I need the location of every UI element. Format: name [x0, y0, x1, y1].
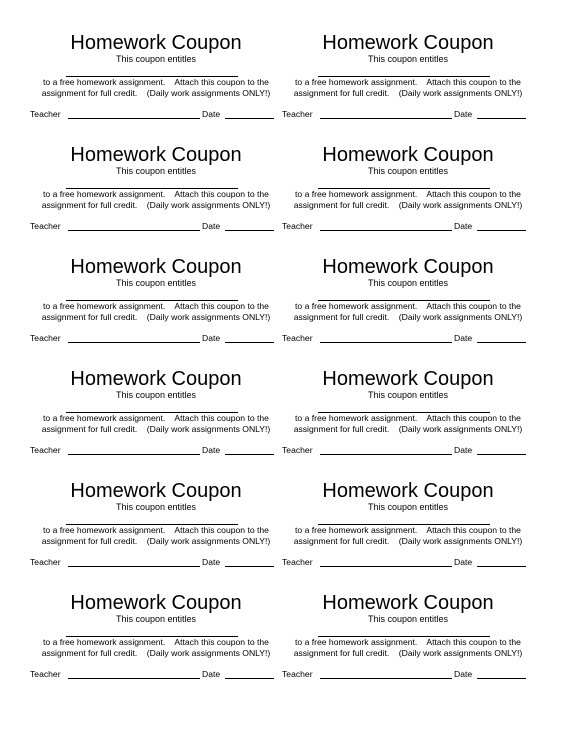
teacher-label: Teacher — [282, 557, 313, 567]
coupon-subtitle: This coupon entitles — [115, 278, 197, 288]
teacher-label: Teacher — [30, 557, 61, 567]
date-label: Date — [454, 557, 473, 567]
coupon-subtitle: This coupon entitles — [367, 502, 449, 512]
coupon-body — [282, 413, 534, 434]
date-line — [477, 454, 526, 455]
teacher-signature-line — [320, 454, 452, 455]
signature-row — [30, 669, 282, 681]
coupon-title: Homework Coupon — [70, 480, 242, 502]
date-line — [477, 678, 526, 679]
coupon-subtitle: This coupon entitles — [367, 166, 449, 176]
teacher-signature-line — [68, 454, 200, 455]
teacher-signature-line — [68, 678, 200, 679]
teacher-signature-line — [320, 678, 452, 679]
date-label: Date — [202, 221, 221, 231]
coupon — [30, 367, 282, 467]
coupon — [282, 367, 534, 467]
coupon-body — [30, 413, 282, 434]
teacher-label: Teacher — [30, 669, 61, 679]
coupon-body — [282, 637, 534, 658]
teacher-signature-line — [68, 566, 200, 567]
coupon-subtitle: This coupon entitles — [115, 390, 197, 400]
coupon — [282, 591, 534, 691]
coupon-body-line-2: assignment for full credit. (Daily work assignments ONLY!) — [41, 87, 271, 98]
signature-row — [282, 221, 534, 233]
date-line — [477, 118, 526, 119]
coupon — [30, 255, 282, 355]
signature-row — [30, 221, 282, 233]
coupon — [282, 31, 534, 131]
date-label: Date — [454, 221, 473, 231]
coupon-title: Homework Coupon — [322, 480, 494, 502]
date-label: Date — [202, 445, 221, 455]
coupon-body-line-1: to a free homework assignment. Attach this coupon to the — [295, 77, 521, 87]
signature-row — [30, 557, 282, 569]
signature-row — [282, 557, 534, 569]
date-label: Date — [454, 333, 473, 343]
coupon-body-line-2: assignment for full credit. (Daily work assignments ONLY!) — [41, 647, 271, 658]
signature-row — [282, 669, 534, 681]
signature-row — [282, 333, 534, 345]
coupon-title: Homework Coupon — [70, 592, 242, 614]
date-line — [225, 342, 274, 343]
coupon — [30, 591, 282, 691]
coupon-body — [30, 637, 282, 658]
coupon-title: Homework Coupon — [322, 256, 494, 278]
coupon — [30, 143, 282, 243]
coupon-body-line-1: to a free homework assignment. Attach this coupon to the — [295, 413, 521, 423]
coupon-title: Homework Coupon — [70, 368, 242, 390]
coupon-body-line-1: to a free homework assignment. Attach this coupon to the — [43, 301, 269, 311]
teacher-label: Teacher — [282, 445, 313, 455]
teacher-signature-line — [68, 230, 200, 231]
coupon-body — [282, 301, 534, 322]
coupon-body-line-2: assignment for full credit. (Daily work assignments ONLY!) — [41, 311, 271, 322]
coupon-body-line-1: to a free homework assignment. Attach this coupon to the — [295, 637, 521, 647]
teacher-label: Teacher — [30, 445, 61, 455]
teacher-signature-line — [68, 342, 200, 343]
coupon-body-line-1: to a free homework assignment. Attach this coupon to the — [295, 301, 521, 311]
teacher-label: Teacher — [30, 109, 61, 119]
teacher-label: Teacher — [282, 221, 313, 231]
signature-row — [282, 445, 534, 457]
date-label: Date — [454, 109, 473, 119]
coupon-body — [30, 301, 282, 322]
coupon-body — [282, 525, 534, 546]
teacher-signature-line — [320, 118, 452, 119]
coupon-body-line-2: assignment for full credit. (Daily work assignments ONLY!) — [293, 199, 523, 210]
teacher-label: Teacher — [282, 333, 313, 343]
coupon — [282, 479, 534, 579]
date-line — [225, 454, 274, 455]
coupon-body-line-2: assignment for full credit. (Daily work assignments ONLY!) — [293, 647, 523, 658]
signature-row — [30, 445, 282, 457]
coupon-body-line-2: assignment for full credit. (Daily work assignments ONLY!) — [293, 423, 523, 434]
coupon-body — [282, 77, 534, 98]
coupon-body-line-2: assignment for full credit. (Daily work assignments ONLY!) — [41, 199, 271, 210]
date-label: Date — [454, 669, 473, 679]
coupon — [282, 143, 534, 243]
teacher-signature-line — [320, 230, 452, 231]
date-line — [225, 566, 274, 567]
coupon-body-line-1: to a free homework assignment. Attach this coupon to the — [43, 189, 269, 199]
coupon-body-line-2: assignment for full credit. (Daily work assignments ONLY!) — [293, 87, 523, 98]
teacher-label: Teacher — [282, 109, 313, 119]
coupon-subtitle: This coupon entitles — [115, 614, 197, 624]
coupon-subtitle: This coupon entitles — [115, 54, 197, 64]
date-label: Date — [202, 109, 221, 119]
coupon-title: Homework Coupon — [70, 256, 242, 278]
coupon-subtitle: This coupon entitles — [367, 614, 449, 624]
coupon-body — [30, 189, 282, 210]
date-line — [225, 230, 274, 231]
date-label: Date — [202, 557, 221, 567]
coupon-subtitle: This coupon entitles — [367, 278, 449, 288]
signature-row — [30, 333, 282, 345]
coupon-body-line-1: to a free homework assignment. Attach this coupon to the — [43, 637, 269, 647]
coupon-title: Homework Coupon — [70, 144, 242, 166]
signature-row — [282, 109, 534, 121]
coupon-subtitle: This coupon entitles — [367, 54, 449, 64]
coupon-body-line-1: to a free homework assignment. Attach this coupon to the — [295, 525, 521, 535]
signature-row — [30, 109, 282, 121]
date-label: Date — [202, 669, 221, 679]
teacher-label: Teacher — [30, 333, 61, 343]
coupon-title: Homework Coupon — [322, 32, 494, 54]
date-line — [477, 566, 526, 567]
coupon-subtitle: This coupon entitles — [367, 390, 449, 400]
teacher-label: Teacher — [30, 221, 61, 231]
teacher-signature-line — [68, 118, 200, 119]
coupon — [282, 255, 534, 355]
coupon-subtitle: This coupon entitles — [115, 502, 197, 512]
date-label: Date — [454, 445, 473, 455]
coupon-title: Homework Coupon — [70, 32, 242, 54]
coupon-title: Homework Coupon — [322, 592, 494, 614]
coupon-body-line-2: assignment for full credit. (Daily work assignments ONLY!) — [293, 311, 523, 322]
coupon-body-line-1: to a free homework assignment. Attach this coupon to the — [43, 413, 269, 423]
coupon — [30, 479, 282, 579]
coupon-title: Homework Coupon — [322, 144, 494, 166]
coupon-title: Homework Coupon — [322, 368, 494, 390]
coupon-body-line-1: to a free homework assignment. Attach this coupon to the — [43, 77, 269, 87]
date-label: Date — [202, 333, 221, 343]
date-line — [477, 342, 526, 343]
coupon-body — [30, 525, 282, 546]
date-line — [225, 118, 274, 119]
coupon-subtitle: This coupon entitles — [115, 166, 197, 176]
coupon-body-line-2: assignment for full credit. (Daily work assignments ONLY!) — [41, 423, 271, 434]
coupon-body-line-2: assignment for full credit. (Daily work assignments ONLY!) — [293, 535, 523, 546]
coupon-body-line-1: to a free homework assignment. Attach this coupon to the — [43, 525, 269, 535]
coupon-body — [282, 189, 534, 210]
date-line — [225, 678, 274, 679]
teacher-signature-line — [320, 342, 452, 343]
teacher-signature-line — [320, 566, 452, 567]
date-line — [477, 230, 526, 231]
teacher-label: Teacher — [282, 669, 313, 679]
coupon-body — [30, 77, 282, 98]
coupon-body-line-2: assignment for full credit. (Daily work assignments ONLY!) — [41, 535, 271, 546]
coupon — [30, 31, 282, 131]
coupon-body-line-1: to a free homework assignment. Attach this coupon to the — [295, 189, 521, 199]
